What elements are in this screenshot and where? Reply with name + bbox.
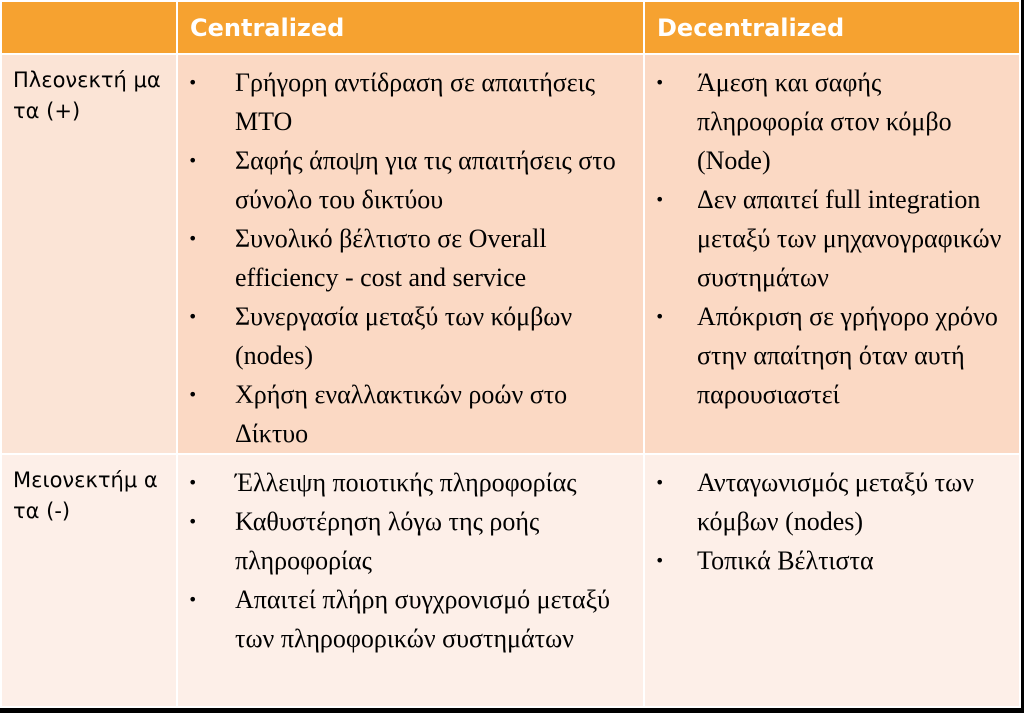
disadvantages-decentralized-list (645, 455, 1019, 580)
list-item: • Απόκριση σε γρήγορο χρόνο στην απαίτηση όταν αυτή παρουσιαστεί (645, 297, 1011, 414)
row-label-disadvantages: Μειονεκτήμ ατα (-) (1, 454, 177, 707)
advantages-centralized-cell (177, 54, 644, 454)
advantages-centralized-list (178, 55, 643, 453)
table-header-row (1, 1, 1020, 54)
list-item: • Σαφής άποψη για τις απαιτήσεις στο σύνολο του δικτύου (178, 141, 635, 219)
advantages-decentralized-cell (644, 54, 1020, 454)
list-item: • Άμεση και σαφής πληροφορία στον κόμβο (Node) (645, 63, 1011, 180)
list-item: • Χρήση εναλλακτικών ροών στο Δίκτυο (178, 375, 635, 453)
advantages-decentralized-list (645, 55, 1019, 414)
row-label-advantages: Πλεονεκτή ματα (+) (1, 54, 177, 454)
list-item: • Ανταγωνισμός μεταξύ των κόμβων (nodes) (645, 463, 1011, 541)
table-row-advantages (1, 54, 1020, 454)
list-item: • Καθυστέρηση λόγω της ροής πληροφορίας (178, 502, 635, 580)
list-item: • Έλλειψη ποιοτικής πληροφορίας (178, 463, 635, 502)
list-item: • Απαιτεί πλήρη συγχρονισμό μεταξύ των πληροφορικών συστημάτων (178, 580, 635, 658)
disadvantages-centralized-cell (177, 454, 644, 707)
list-item: • Συνολικό βέλτιστο σε Overall efficiency - cost and service (178, 219, 635, 297)
list-item: • Συνεργασία μεταξύ των κόμβων (nodes) (178, 297, 635, 375)
header-centralized: Centralized (177, 1, 644, 54)
header-corner-cell (1, 1, 177, 54)
list-item: • Τοπικά Βέλτιστα (645, 541, 1011, 580)
list-item: • Δεν απαιτεί full integration μεταξύ των μηχανογραφικών συστημάτων (645, 180, 1011, 297)
table-row-disadvantages (1, 454, 1020, 707)
disadvantages-centralized-list (178, 455, 643, 658)
header-decentralized: Decentralized (644, 1, 1020, 54)
disadvantages-decentralized-cell (644, 454, 1020, 707)
list-item: • Γρήγορη αντίδραση σε απαιτήσεις MTO (178, 63, 635, 141)
